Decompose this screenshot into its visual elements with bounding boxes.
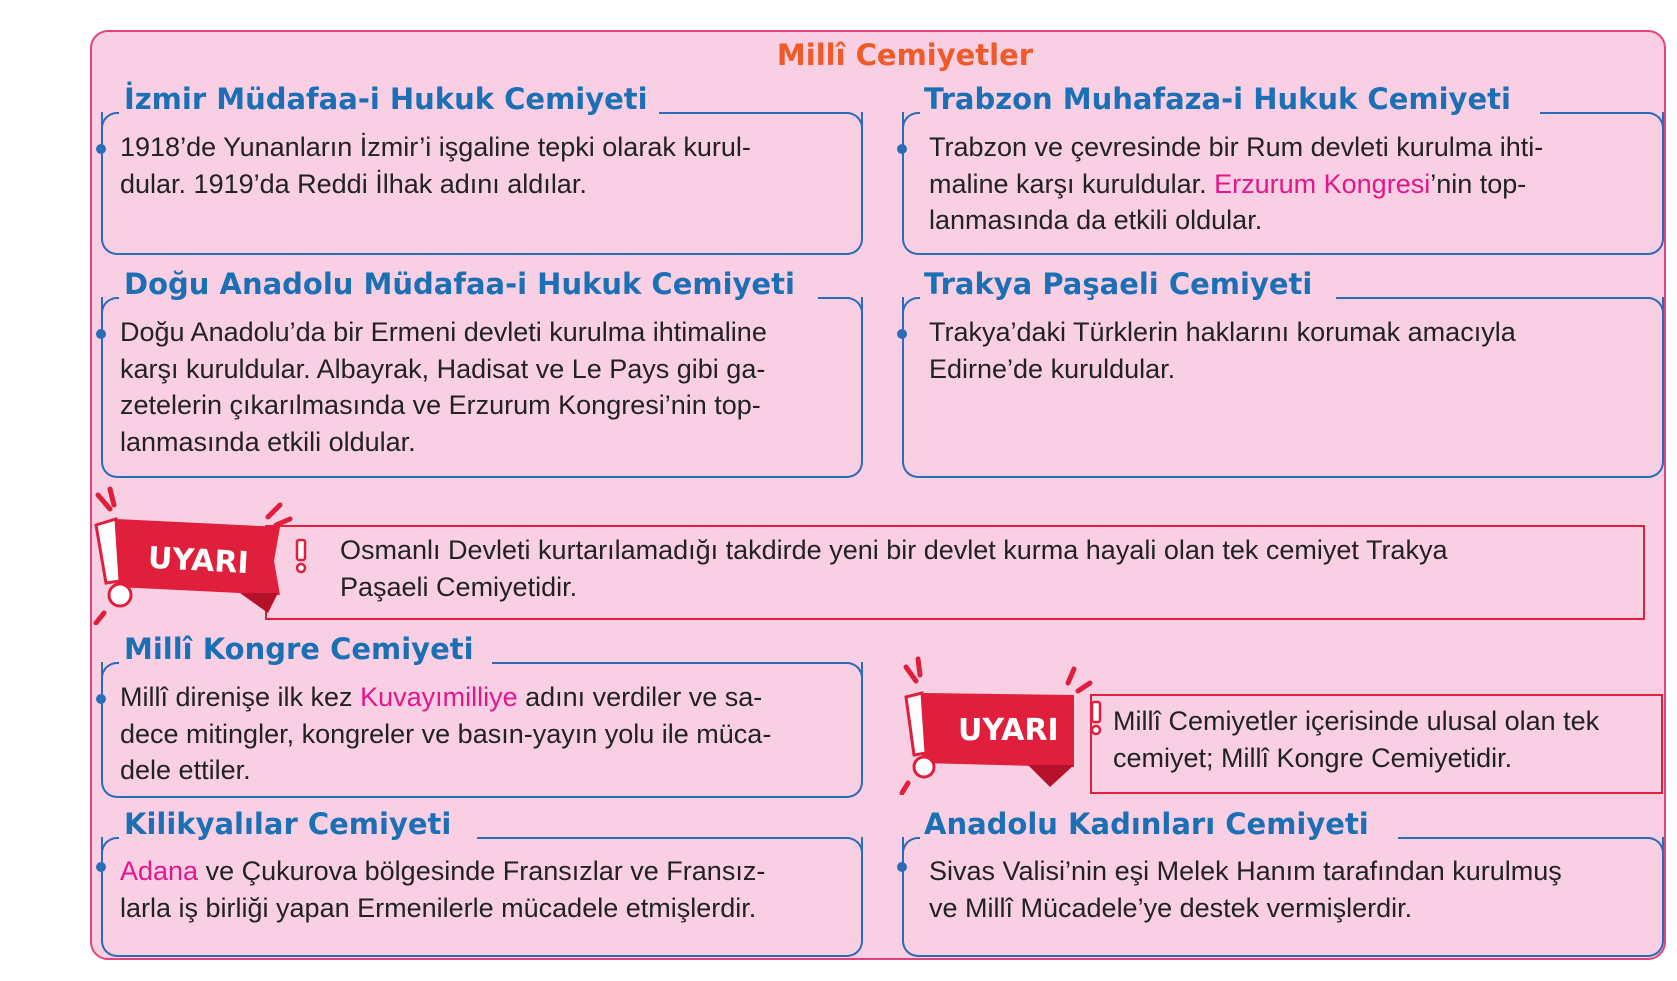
frame-corner-right (845, 837, 863, 855)
ribbon-tail (1028, 765, 1074, 787)
card-dogu-text (120, 314, 846, 460)
highlight-erzurum-kongresi: Erzurum Kongresi (1214, 168, 1431, 199)
uyari-label: UYARI (147, 540, 250, 582)
bullet-icon (96, 694, 106, 704)
text-line: dular. 1919’da Reddi İlhak adını aldılar. (120, 168, 587, 199)
card-trabzon-title: Trabzon Muhafaza-i Hukuk Cemiyeti (924, 82, 1511, 116)
card-izmir-title: İzmir Müdafaa-i Hukuk Cemiyeti (124, 82, 648, 116)
text-line: zetelerin çıkarılmasında ve Erzurum Kongresi’nin top- (120, 390, 761, 420)
card-kilikyalilar-text (120, 853, 846, 926)
page-title: Millî Cemiyetler (776, 38, 1034, 72)
ribbon-tail (240, 593, 278, 613)
text-fragment: maline karşı kuruldular. (929, 168, 1215, 199)
text-line: karşı kuruldular. Albayrak, Hadisat ve Le Pays gibi ga- (120, 353, 766, 384)
text-line (120, 856, 765, 886)
text-line: Trabzon ve çevresinde bir Rum devleti kurulma ihti- (929, 132, 1544, 162)
frame-corner-left (902, 112, 920, 130)
exclamation-icon (96, 519, 120, 583)
bullet-icon (897, 144, 907, 154)
frame-corner-left (101, 837, 119, 855)
text-line: dele ettiler. (120, 755, 251, 785)
text-fragment: ’nin top- (1430, 168, 1527, 199)
card-dogu-title: Doğu Anadolu Müdafaa-i Hukuk Cemiyeti (124, 267, 795, 301)
text-line: Osmanlı Devleti kurtarılamadığı takdirde yeni bir devlet kurma hayali olan tek cemiyet Trakya (340, 535, 1448, 565)
text-line: dece mitingler, kongreler ve basın-yayın yolu ile müca- (120, 718, 772, 749)
frame-corner-right (845, 662, 863, 680)
frame-corner-left (101, 112, 119, 130)
card-milli-kongre-text (120, 679, 846, 789)
exclamation-dot-icon (914, 757, 934, 777)
card-trakya-title: Trakya Paşaeli Cemiyeti (924, 267, 1313, 301)
text-line: Edirne’de kuruldular. (929, 353, 1176, 384)
frame-corner-left (902, 297, 920, 315)
highlight-adana: Adana (120, 856, 199, 886)
text-line: 1918’de Yunanların İzmir’i işgaline tepki olarak kurul- (120, 132, 751, 162)
frame-corner-right (1646, 112, 1664, 130)
frame-corner-left (902, 837, 920, 855)
frame-corner-right (845, 112, 863, 130)
text-line: cemiyet; Millî Kongre Cemiyetidir. (1113, 742, 1513, 773)
frame-corner-right (845, 297, 863, 315)
card-kilikyalilar-title: Kilikyalılar Cemiyeti (124, 807, 452, 841)
frame-corner-right (1646, 297, 1664, 315)
warning-text-1 (340, 532, 1640, 605)
text-line (120, 682, 762, 712)
highlight-kuvayimilliye: Kuvayımilliye (360, 682, 518, 712)
text-line: larla iş birliği yapan Ermenilerle mücadele etmişlerdir. (120, 892, 757, 923)
text-fragment: Millî direnişe ilk kez (120, 682, 361, 712)
text-line (929, 169, 1526, 199)
text-line: lanmasında da etkili oldular. (929, 205, 1263, 235)
text-fragment: adını verdiler ve sa- (517, 682, 763, 712)
card-anadolu-kadinlari-title: Anadolu Kadınları Cemiyeti (924, 807, 1369, 841)
card-milli-kongre-title: Millî Kongre Cemiyeti (124, 632, 474, 666)
text-line: Doğu Anadolu’da bir Ermeni devleti kurulma ihtimaline (120, 317, 767, 347)
card-anadolu-kadinlari-text (929, 853, 1639, 926)
bullet-icon (897, 329, 907, 339)
text-line: Millî Cemiyetler içerisinde ulusal olan tek (1113, 706, 1600, 736)
frame-corner-right (1646, 837, 1664, 855)
bullet-icon (96, 329, 106, 339)
warning-text-2 (1113, 703, 1658, 776)
frame-corner-left (101, 297, 119, 315)
text-line: Trakya’daki Türklerin haklarını korumak amacıyla (929, 317, 1516, 347)
uyari-badge-1 (90, 485, 310, 625)
text-line: Sivas Valisi’nin eşi Melek Hanım tarafından kurulmuş (929, 856, 1562, 886)
exclamation-mark-icon (290, 538, 312, 574)
text-line: Paşaeli Cemiyetidir. (340, 571, 578, 602)
text-line: lanmasında etkili oldular. (120, 426, 416, 457)
exclamation-mark-icon (1085, 700, 1107, 736)
bullet-icon (897, 862, 907, 872)
frame-corner-left (101, 662, 119, 680)
card-izmir-text (120, 129, 846, 202)
exclamation-dot-icon (109, 584, 131, 606)
card-trabzon-text (929, 129, 1639, 239)
text-line: ve Millî Mücadele’ye destek vermişlerdir. (929, 892, 1413, 923)
text-fragment: ve Çukurova bölgesinde Fransızlar ve Fransız- (198, 856, 766, 886)
card-trakya-text (929, 314, 1639, 387)
uyari-label: UYARI (958, 713, 1059, 748)
bullet-icon (96, 862, 106, 872)
exclamation-icon (906, 693, 926, 755)
bullet-icon (96, 144, 106, 154)
